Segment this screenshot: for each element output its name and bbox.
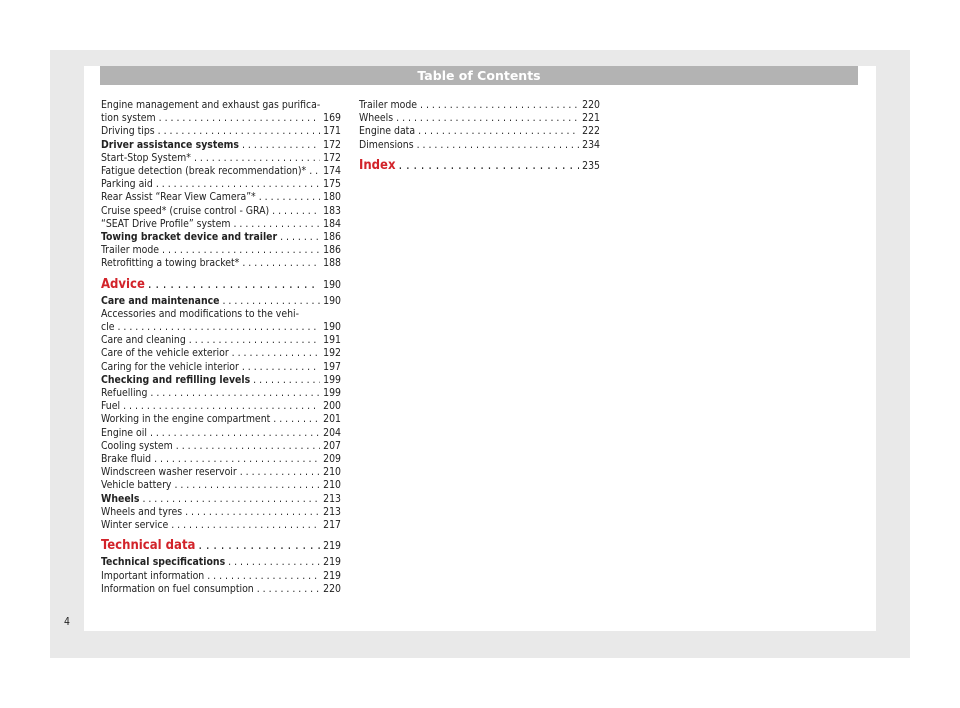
toc-entry-label: Fuel <box>101 400 121 413</box>
dot-leader <box>232 347 320 360</box>
toc-entry-page: 175 <box>323 178 341 191</box>
toc-entry[interactable] <box>101 205 341 218</box>
toc-entry-label: Working in the engine compartment <box>101 413 271 426</box>
toc-section-heading[interactable] <box>359 156 600 176</box>
dot-leader <box>174 479 320 492</box>
dot-leader <box>418 125 579 138</box>
toc-entry[interactable] <box>101 519 341 532</box>
toc-entry-page: 174 <box>323 165 341 178</box>
toc-entry-page: 172 <box>323 151 341 164</box>
toc-entry-page: 183 <box>323 204 341 217</box>
dot-leader <box>280 231 320 244</box>
dot-leader <box>154 453 320 466</box>
toc-entry-label: Rear Assist “Rear View Camera”* <box>101 191 256 204</box>
toc-entry-page: 219 <box>323 556 341 569</box>
toc-entry-page: 191 <box>323 334 341 347</box>
toc-entry-page: 207 <box>323 439 341 452</box>
dot-leader <box>207 570 320 583</box>
toc-entry[interactable] <box>101 466 341 479</box>
toc-entry-label: Start-Stop System* <box>101 151 191 164</box>
dot-leader <box>159 112 320 125</box>
toc-entry[interactable] <box>101 400 341 413</box>
toc-entry[interactable] <box>101 112 341 125</box>
toc-entry-label: Retrofitting a towing bracket* <box>101 257 240 270</box>
toc-entry[interactable] <box>101 506 341 519</box>
toc-entry-label: Fatigue detection (break recommendation)* <box>101 165 307 178</box>
dot-leader <box>194 152 320 165</box>
toc-entry-page: 220 <box>582 99 600 111</box>
toc-entry-label: “SEAT Drive Profile” system <box>101 217 231 230</box>
dot-leader <box>259 191 320 204</box>
toc-left-column <box>101 99 341 596</box>
toc-entry-label: Wheels <box>101 492 140 505</box>
dot-leader <box>158 125 320 138</box>
toc-entry-label: Driving tips <box>101 125 155 138</box>
toc-entry-label: Refuelling <box>101 387 148 400</box>
toc-entry-page: 200 <box>323 400 341 413</box>
toc-entry-label: cle <box>101 321 115 334</box>
toc-entry-page: 171 <box>323 125 341 138</box>
toc-entry[interactable] <box>101 334 341 347</box>
toc-entry-label: Wheels <box>359 112 394 125</box>
toc-entry-label: tion system <box>101 112 156 125</box>
toc-entry-page: 201 <box>323 413 341 426</box>
dot-leader <box>198 536 320 556</box>
toc-entry[interactable] <box>101 361 341 374</box>
toc-entry[interactable] <box>101 583 341 596</box>
toc-entry-page: 235 <box>582 159 600 172</box>
toc-entry-page: 234 <box>582 138 600 151</box>
dot-leader <box>257 583 320 596</box>
toc-entry-label: Engine oil <box>101 426 147 439</box>
toc-entry-label: Windscreen washer reservoir <box>101 466 237 479</box>
dot-leader <box>148 275 320 295</box>
toc-entry-page: 186 <box>323 244 341 257</box>
toc-entry-page: 219 <box>323 569 341 582</box>
toc-entry-page: 199 <box>323 373 341 386</box>
toc-entry-label: Engine data <box>359 125 416 138</box>
toc-section-heading[interactable] <box>101 536 341 556</box>
dot-leader <box>156 178 320 191</box>
toc-entry[interactable] <box>101 413 341 426</box>
toc-entry-page: 190 <box>323 294 341 307</box>
toc-entry-page: 192 <box>323 347 341 360</box>
dot-leader <box>253 374 320 387</box>
toc-entry[interactable] <box>101 178 341 191</box>
toc-entry[interactable] <box>359 139 600 152</box>
dot-leader <box>162 244 320 257</box>
toc-entry-page: 204 <box>323 426 341 439</box>
toc-entry[interactable] <box>101 440 341 453</box>
toc-entry-label: Brake fluid <box>101 453 152 466</box>
toc-entry[interactable] <box>101 152 341 165</box>
toc-entry-page: 190 <box>323 278 341 291</box>
toc-entry[interactable] <box>101 257 341 270</box>
toc-entry-label: Information on fuel consumption <box>101 582 254 595</box>
toc-entry-label: Care of the vehicle exterior <box>101 347 229 360</box>
dot-leader <box>242 361 320 374</box>
dot-leader <box>223 295 321 308</box>
dot-leader <box>150 427 320 440</box>
toc-entry-page: 210 <box>323 466 341 479</box>
toc-entry-label: Caring for the vehicle interior <box>101 360 239 373</box>
toc-entry-label: Care and maintenance <box>101 294 220 307</box>
toc-entry-label: Checking and refilling levels <box>101 373 251 386</box>
toc-entry-page: 197 <box>323 360 341 373</box>
dot-leader <box>171 519 320 532</box>
page-number: 4 <box>64 616 70 628</box>
dot-leader <box>150 387 320 400</box>
toc-entry-page: 199 <box>323 387 341 400</box>
toc-entry-label: Cooling system <box>101 439 173 452</box>
dot-leader <box>228 556 320 569</box>
toc-entry[interactable] <box>101 295 341 308</box>
toc-entry[interactable] <box>101 427 341 440</box>
dot-leader <box>189 334 320 347</box>
toc-entry-label: Winter service <box>101 519 169 532</box>
dot-leader <box>417 139 579 152</box>
dot-leader <box>396 112 579 125</box>
toc-header: Table of Contents <box>100 66 858 85</box>
toc-entry[interactable] <box>101 165 341 178</box>
dot-leader <box>272 205 320 218</box>
dot-leader <box>233 218 320 231</box>
toc-entry-page: 169 <box>323 112 341 125</box>
toc-entry-line1: Engine management and exhaust gas purifica- <box>101 99 321 111</box>
toc-right-column <box>359 99 600 176</box>
dot-leader <box>420 99 579 112</box>
toc-entry-page: 190 <box>323 321 341 334</box>
toc-entry-page: 184 <box>323 217 341 230</box>
toc-entry[interactable] <box>101 125 341 138</box>
toc-entry-page: 221 <box>582 112 600 125</box>
toc-section-heading[interactable] <box>101 275 341 295</box>
dot-leader <box>176 440 320 453</box>
toc-entry-label: Cruise speed* (cruise control - GRA) <box>101 204 270 217</box>
toc-entry[interactable] <box>101 570 341 583</box>
toc-entry-label: Wheels and tyres <box>101 505 183 518</box>
toc-entry-label: Trailer mode <box>359 99 418 111</box>
toc-entry-label: Parking aid <box>101 178 153 191</box>
toc-entry-page: 210 <box>323 479 341 492</box>
toc-entry[interactable] <box>101 218 341 231</box>
toc-entry-label: Technical specifications <box>101 556 226 569</box>
toc-entry-label: Advice <box>101 276 145 292</box>
toc-entry-label: Important information <box>101 569 205 582</box>
toc-entry-label: Driver assistance systems <box>101 138 239 151</box>
toc-entry[interactable] <box>101 191 341 204</box>
dot-leader <box>123 400 320 413</box>
toc-entry[interactable] <box>101 321 341 334</box>
dot-leader <box>399 156 579 176</box>
toc-entry-line1: Accessories and modifications to the vehi- <box>101 307 299 320</box>
toc-entry-page: 186 <box>323 231 341 244</box>
toc-entry-page: 219 <box>323 540 341 553</box>
toc-entry[interactable] <box>101 374 341 387</box>
toc-entry[interactable] <box>101 231 341 244</box>
toc-entry-label: Care and cleaning <box>101 334 186 347</box>
toc-entry[interactable] <box>101 453 341 466</box>
toc-entry[interactable] <box>101 493 341 506</box>
toc-entry[interactable] <box>359 99 600 112</box>
toc-entry[interactable] <box>359 125 600 138</box>
toc-entry[interactable] <box>101 387 341 400</box>
toc-entry[interactable] <box>101 479 341 492</box>
toc-entry-label: Technical data <box>101 538 196 554</box>
toc-entry-label: Towing bracket device and trailer <box>101 231 278 244</box>
dot-leader <box>118 321 321 334</box>
dot-leader <box>273 413 320 426</box>
toc-entry[interactable] <box>101 139 341 152</box>
toc-entry-page: 220 <box>323 582 341 595</box>
toc-entry[interactable] <box>101 556 341 569</box>
toc-entry-page: 180 <box>323 191 341 204</box>
dot-leader <box>185 506 320 519</box>
dot-leader <box>242 257 320 270</box>
toc-entry[interactable] <box>359 112 600 125</box>
toc-entry-page: 213 <box>323 492 341 505</box>
toc-entry-label: Dimensions <box>359 138 414 151</box>
dot-leader <box>242 139 320 152</box>
dot-leader <box>240 466 320 479</box>
toc-entry-page: 188 <box>323 257 341 270</box>
toc-entry-page: 209 <box>323 453 341 466</box>
toc-entry-label: Index <box>359 157 396 173</box>
toc-entry-label: Trailer mode <box>101 244 160 257</box>
toc-entry-page: 172 <box>323 138 341 151</box>
toc-entry[interactable] <box>101 244 341 257</box>
dot-leader <box>309 165 320 178</box>
toc-entry-page: 213 <box>323 505 341 518</box>
toc-entry-page: 222 <box>582 125 600 138</box>
toc-entry-label: Vehicle battery <box>101 479 172 492</box>
toc-entry-page: 217 <box>323 519 341 532</box>
toc-entry[interactable] <box>101 347 341 360</box>
dot-leader <box>142 493 320 506</box>
